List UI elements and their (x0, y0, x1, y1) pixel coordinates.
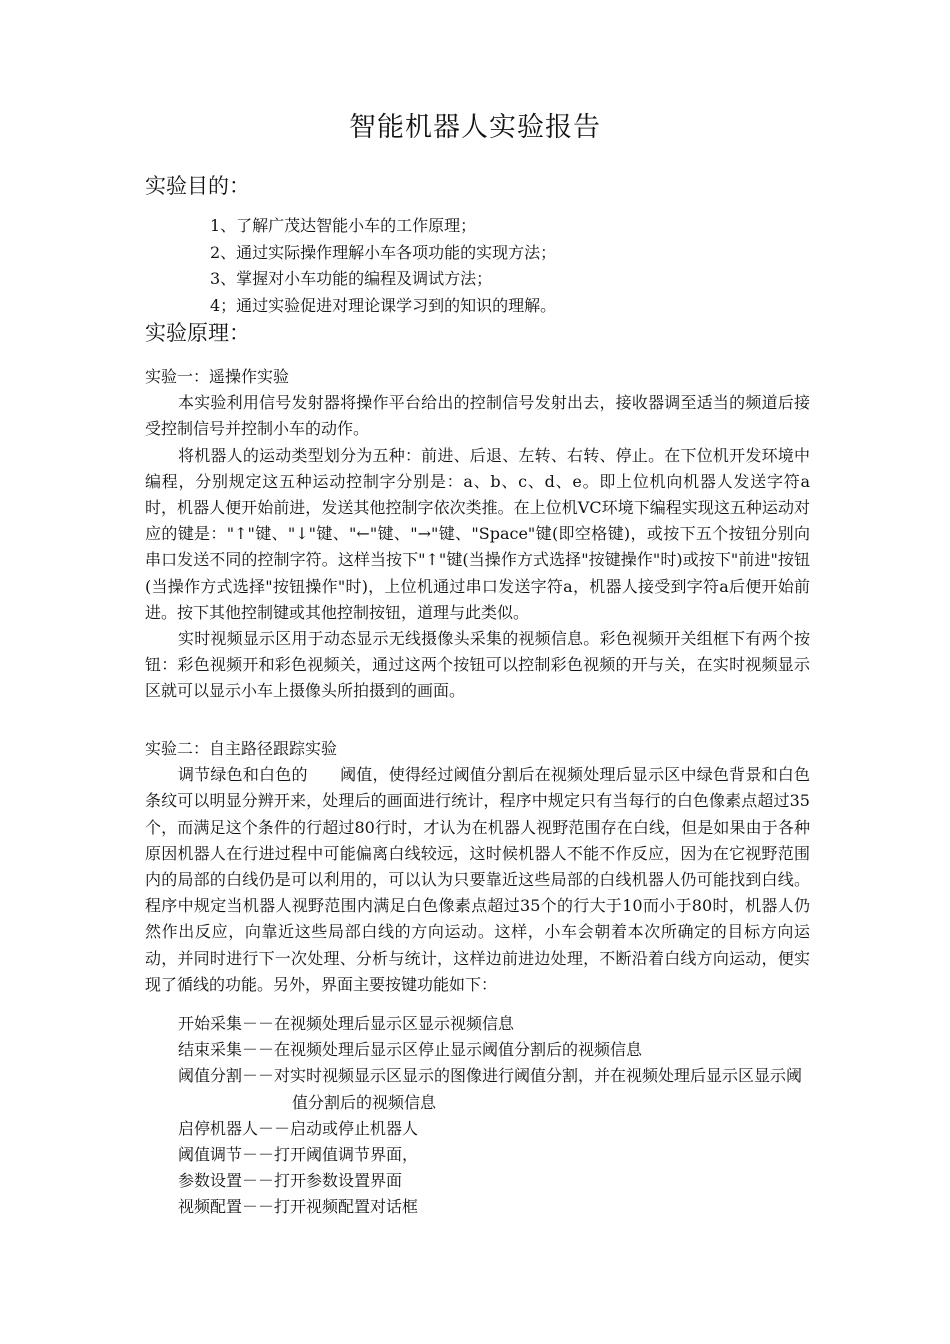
button-function-item: 开始采集－－在视频处理后显示区显示视频信息 (178, 1014, 515, 1033)
button-function-list (178, 1011, 810, 1221)
button-function-item: 阈值分割－－对实时视频显示区显示的图像进行阈值分割，并在视频处理后显示区显示阈值分割后的视频信息 (178, 1066, 803, 1112)
experiment-two-paragraph: 调节绿色和白色的 阈值，使得经过阈值分割后在视频处理后显示区中绿色背景和白色条纹可以明显分辨开来，处理后的画面进行统计，程序中规定只有当每行的白色像素点超过35个，而满足这个条件的行超过80行时，才认为在机器人视野范围存在白线，但是如果由于各种原因机器人在行进过程中可能偏离白线较远，这时候机器人不能不作反应，因为在它视野范围内的局部的白线仍是可以利用的，可以认为只要靠近这些局部的白线机器人仍可能找到白线。程序中规定当机器人视野范围内满足白色像素点超过35个的行大于10而小于80时，机器人仍然作出反应，向靠近这些局部白线的方向运动。这样，小车会朝着本次所确定的目标方向运动，并同时进行下一次处理、分析与统计，这样边前进边处理，不断沿着白线方向运动，便实现了循线的功能。另外，界面主要按键功能如下： (145, 765, 810, 994)
button-function-item: 启停机器人－－启动或停止机器人 (178, 1118, 419, 1138)
report-title: 智能机器人实验报告 (349, 112, 601, 143)
purpose-item: 1、了解广茂达智能小车的工作原理； (210, 216, 477, 235)
experiment-two-heading: 实验二：自主路径跟踪实验 (145, 739, 338, 758)
button-function-item: 参数设置－－打开参数设置界面 (178, 1171, 403, 1191)
purpose-item: 3、掌握对小车功能的编程及调试方法； (210, 269, 493, 288)
principle-heading: 实验原理： (145, 321, 250, 345)
experiment-one-paragraph: 实时视频显示区用于动态显示无线摄像头采集的视频信息。彩色视频开关组框下有两个按钮：彩色视频开和彩色视频关，通过这两个按钮可以控制彩色视频的开与关，在实时视频显示区就可以显示小车上摄像头所拍摄到的画面。 (145, 629, 810, 701)
button-function-item: 视频配置－－打开视频配置对话框 (178, 1197, 419, 1217)
purpose-heading: 实验目的： (145, 174, 250, 198)
experiment-one-section (145, 364, 810, 705)
experiment-one-heading: 实验一：遥操作实验 (145, 367, 290, 386)
button-function-item: 阈值调节－－打开阈值调节界面， (178, 1145, 419, 1165)
experiment-one-paragraph: 将机器人的运动类型划分为五种：前进、后退、左转、右转、停止。在下位机开发环境中编程，分别规定这五种运动控制字分别是：a、b、c、d、e。即上位机向机器人发送字符a时，机器人便开始前进，发送其他控制字依次类推。在上位机VC环境下编程实现这五种运动对应的键是："↑"键、"↓"键、"←"键、"→"键、"Space"键(即空格键)，或按下五个按钮分别向串口发送不同的控制字符。这样当按下"↑"键(当操作方式选择"按键操作"时)或按下"前进"按钮(当操作方式选择"按钮操作"时)，上位机通过串口发送字符a，机器人接受到字符a后便开始前进。按下其他控制键或其他控制按钮，道理与此类似。 (145, 445, 810, 622)
purpose-list (210, 213, 556, 319)
experiment-one-paragraph: 本实验利用信号发射器将操作平台给出的控制信号发射出去，接收器调至适当的频道后接受控制信号并控制小车的动作。 (145, 393, 810, 439)
purpose-item: 2、通过实际操作理解小车各项功能的实现方法； (210, 242, 557, 262)
button-function-item: 结束采集－－在视频处理后显示区停止显示阈值分割后的视频信息 (178, 1040, 643, 1060)
experiment-two-section (145, 736, 810, 998)
purpose-item: 4；通过实验促进对理论课学习到的知识的理解。 (210, 295, 557, 315)
